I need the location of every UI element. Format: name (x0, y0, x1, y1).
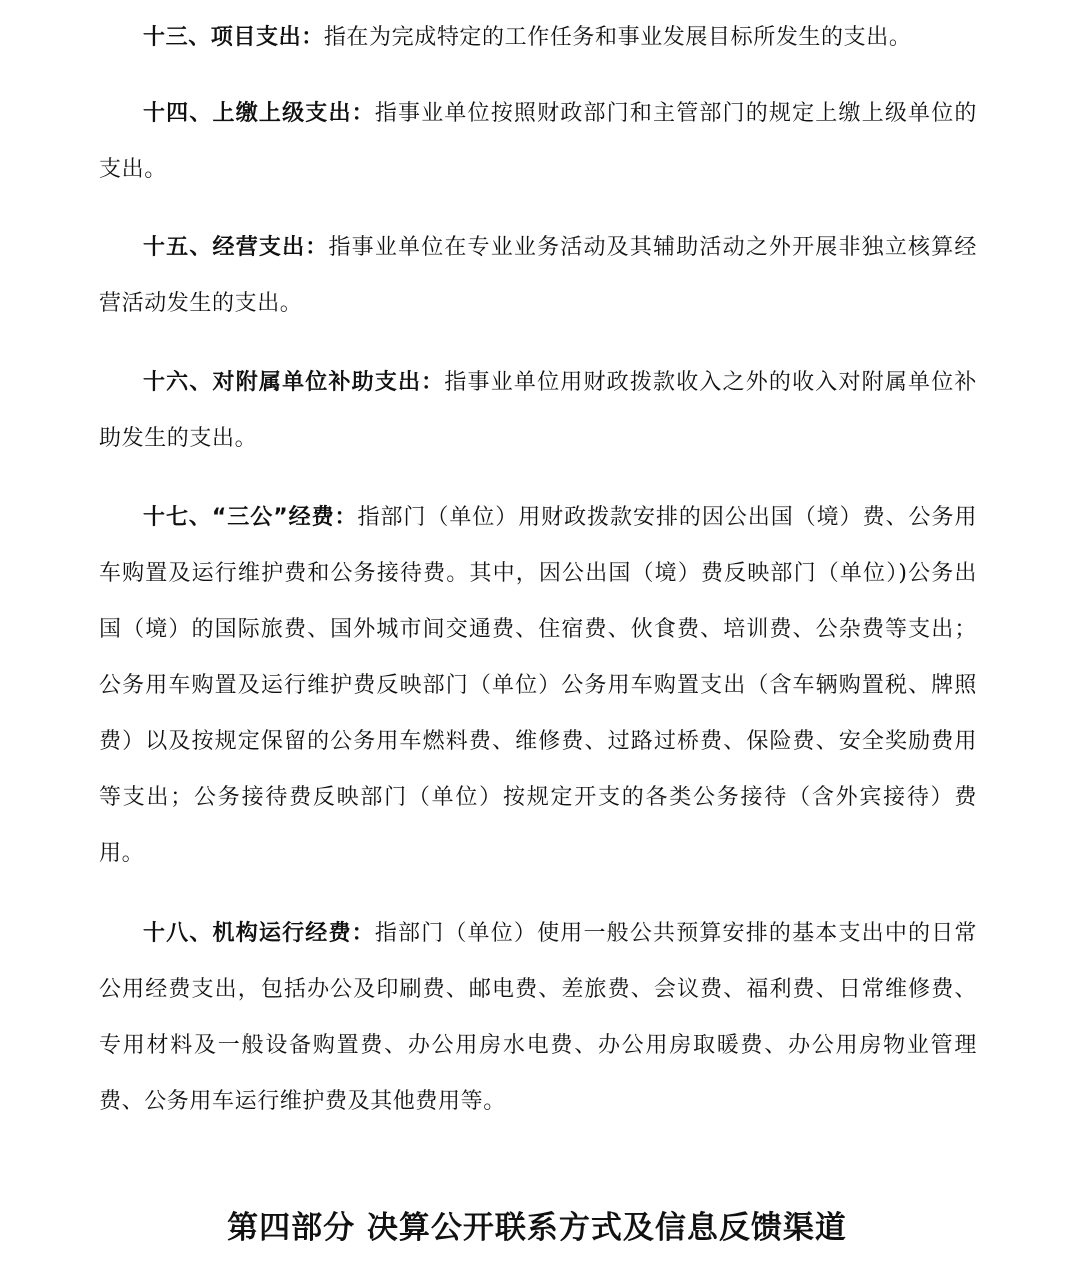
definition-text: 指在为完成特定的工作任务和事业发展目标所发生的支出。 (323, 25, 912, 50)
definition-text: 指部门（单位）使用一般公共预算安排的基本支出中的日常公用经费支出，包括办公及印刷费、邮电费、差旅费、会议费、福利费、日常维修费、专用材料及一般设备购置费、办公用房水电费、办公用房取暖费、办公用房物业管理费、公务用车运行维护费及其他费用等。 (99, 921, 977, 1114)
definition-term: 十三、项目支出： (143, 25, 324, 50)
definition-text: 指事业单位在专业业务活动及其辅助活动之外开展非独立核算经营活动发生的支出。 (99, 235, 977, 316)
definition-text: 指事业单位按照财政部门和主管部门的规定上缴上级单位的支出。 (99, 101, 977, 182)
definition-item-16 (99, 355, 977, 467)
definition-item-18 (99, 906, 977, 1130)
definition-item-13 (99, 10, 977, 66)
definition-term: 十四、上缴上级支出： (143, 101, 375, 126)
definition-text: 指事业单位用财政拨款收入之外的收入对附属单位补助发生的支出。 (99, 370, 977, 451)
definition-item-14 (99, 86, 977, 198)
definition-item-17 (99, 490, 977, 882)
definition-term: 十六、对附属单位补助支出： (143, 370, 445, 395)
section-title: 第四部分 决算公开联系方式及信息反馈渠道 (227, 1210, 847, 1246)
definition-term: 十七、“三公”经费： (143, 505, 358, 530)
definition-item-15 (99, 220, 977, 332)
definition-text: 指部门（单位）用财政拨款安排的因公出国（境）费、公务用车购置及运行维护费和公务接待费。其中，因公出国（境）费反映部门（单位）)公务出国（境）的国际旅费、国外城市间交通费、住宿费、伙食费、培训费、公杂费等支出；公务用车购置及运行维护费反映部门（单位）公务用车购置支出（含车辆购置税、牌照费）以及按规定保留的公务用车燃料费、维修费、过路过桥费、保险费、安全奖励费用等支出；公务接待费反映部门（单位）按规定开支的各类公务接待（含外宾接待）费用。 (99, 505, 978, 866)
definition-term: 十八、机构运行经费： (143, 921, 375, 946)
definition-term: 十五、经营支出： (143, 235, 329, 260)
